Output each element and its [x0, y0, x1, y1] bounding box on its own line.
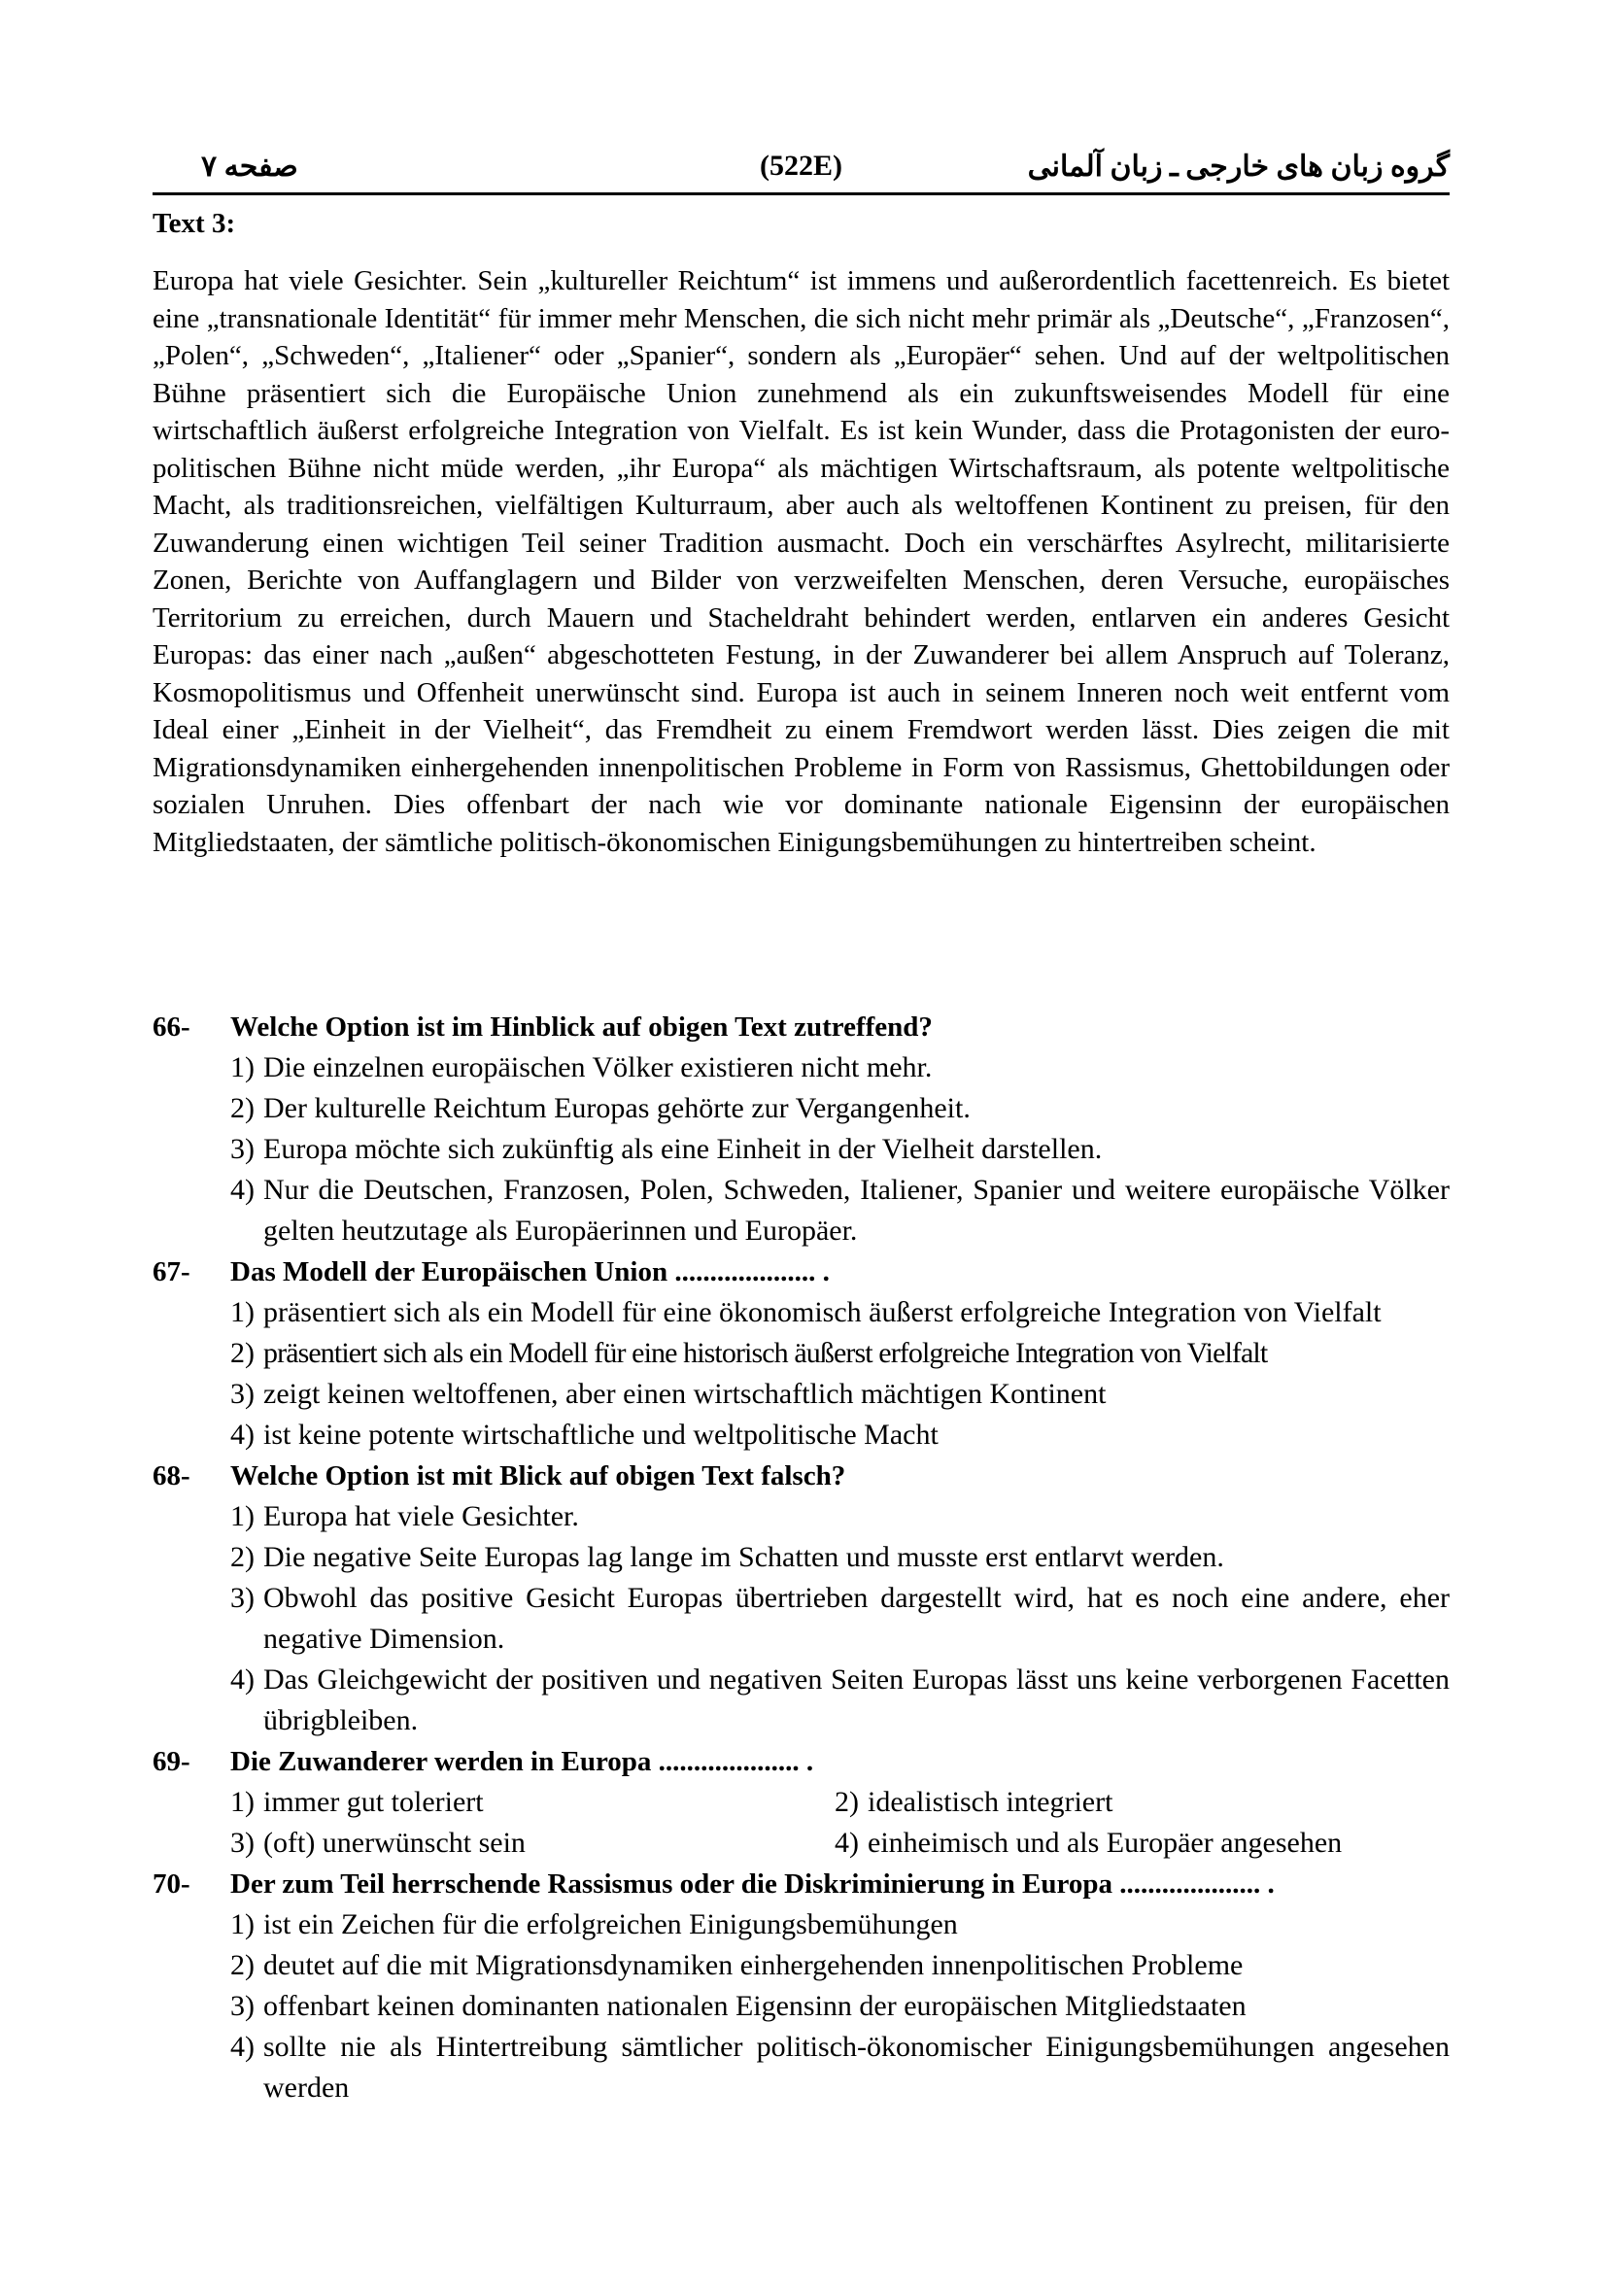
option-number: 1): [230, 1296, 255, 1328]
question-stem: Die Zuwanderer werden in Europa .................... .: [230, 1746, 814, 1777]
page-header: [153, 144, 1450, 195]
option-text: Die einzelnen europäischen Völker existieren nicht mehr.: [263, 1051, 933, 1083]
question-66: [153, 1007, 1450, 1251]
option-list: [230, 1047, 1450, 1251]
option-text: einheimisch und als Europäer angesehen: [868, 1827, 1343, 1859]
answer-option[interactable]: [230, 1170, 1450, 1251]
answer-option[interactable]: [230, 1823, 835, 1864]
question-header: [153, 1007, 1450, 1047]
option-number: 3): [230, 1582, 255, 1614]
option-text: (oft) unerwünscht sein: [263, 1827, 526, 1859]
question-stem: Der zum Teil herrschende Rassismus oder die Diskriminierung in Europa .................... .: [230, 1868, 1275, 1900]
answer-option[interactable]: [230, 1374, 1450, 1415]
option-text: ist ein Zeichen für die erfolgreichen Einigungsbemühungen: [263, 1908, 958, 1940]
option-number: 2): [230, 1337, 255, 1369]
option-number: 3): [230, 1990, 255, 2022]
question-68: [153, 1456, 1450, 1741]
option-number: 4): [230, 1663, 255, 1696]
answer-option[interactable]: [230, 1537, 1450, 1578]
question-number: 69-: [153, 1746, 190, 1777]
answer-option[interactable]: [230, 1986, 1450, 2027]
question-header: [153, 1864, 1450, 1904]
option-text: zeigt keinen weltoffenen, aber einen wirtschaftlich mächtigen Kontinent: [263, 1378, 1107, 1410]
option-text: Europa hat viele Gesichter.: [263, 1500, 579, 1532]
answer-option[interactable]: [230, 1660, 1450, 1741]
option-number: 1): [230, 1051, 255, 1083]
option-text: präsentiert sich als ein Modell für eine historisch äußerst erfolgreiche Integration von Vielfalt: [263, 1337, 1268, 1369]
option-number: 2): [230, 1541, 255, 1573]
question-stem: Welche Option ist im Hinblick auf obigen Text zutreffend?: [230, 1011, 933, 1043]
option-text: Die negative Seite Europas lag lange im Schatten und musste erst entlarvt werden.: [263, 1541, 1224, 1573]
option-text: Europa möchte sich zukünftig als eine Einheit in der Vielheit darstellen.: [263, 1133, 1103, 1165]
question-stem: Welche Option ist mit Blick auf obigen Text falsch?: [230, 1460, 846, 1491]
answer-option[interactable]: [230, 1496, 1450, 1537]
option-number: 2): [230, 1092, 255, 1124]
subject-group-label: گروه زبان های خارجی ـ زبان آلمانی: [1027, 151, 1450, 183]
question-number: 67-: [153, 1256, 190, 1287]
text-title: Text 3:: [153, 208, 236, 239]
option-text: präsentiert sich als ein Modell für eine ökonomisch äußerst erfolgreiche Integration von Vielfalt: [263, 1296, 1382, 1328]
option-text: Obwohl das positive Gesicht Europas übertrieben dargestellt wird, hat es noch eine andere, eher negative Dimension.: [263, 1582, 1450, 1655]
option-text: immer gut toleriert: [263, 1786, 484, 1818]
answer-option[interactable]: [230, 2027, 1450, 2108]
question-header: [153, 1456, 1450, 1496]
answer-option[interactable]: [835, 1823, 1450, 1864]
question-67: [153, 1251, 1450, 1456]
option-number: 4): [230, 2031, 255, 2063]
question-header: [153, 1741, 1450, 1782]
question-number: 70-: [153, 1868, 190, 1900]
option-list: [230, 1292, 1450, 1456]
option-list: [230, 1496, 1450, 1741]
answer-option[interactable]: [230, 1129, 1450, 1170]
answer-option[interactable]: [230, 1782, 835, 1823]
option-text: idealistisch integriert: [868, 1786, 1113, 1818]
option-number: 4): [230, 1174, 255, 1206]
option-number: 3): [230, 1133, 255, 1165]
option-number: 3): [230, 1378, 255, 1410]
exam-code: (522E): [760, 150, 842, 182]
answer-option[interactable]: [230, 1292, 1450, 1333]
question-stem: Das Modell der Europäischen Union .................... .: [230, 1256, 830, 1287]
answer-option[interactable]: [230, 1904, 1450, 1945]
option-text: sollte nie als Hintertreibung sämtlicher politisch-ökonomischer Einigungsbemühungen angesehen werden: [263, 2031, 1450, 2104]
answer-option[interactable]: [230, 1088, 1450, 1129]
question-69: [153, 1741, 1450, 1864]
answer-option[interactable]: [230, 1333, 1450, 1374]
option-number: 2): [835, 1786, 859, 1818]
question-list: [153, 1007, 1450, 2108]
question-header: [153, 1251, 1450, 1292]
answer-option[interactable]: [230, 1578, 1450, 1660]
option-number: 1): [230, 1786, 255, 1818]
answer-option[interactable]: [230, 1415, 1450, 1456]
answer-option[interactable]: [835, 1782, 1450, 1823]
option-number: 3): [230, 1827, 255, 1859]
option-number: 4): [835, 1827, 859, 1859]
option-list: [230, 1782, 1450, 1864]
option-number: 4): [230, 1419, 255, 1451]
option-text: Das Gleichgewicht der positiven und negativen Seiten Europas lässt uns keine verborgenen Facetten übrigbleiben.: [263, 1663, 1450, 1736]
option-list: [230, 1904, 1450, 2108]
page-number-label: صفحه ۷: [201, 151, 298, 183]
reading-passage: Europa hat viele Gesichter. Sein „kultureller Reichtum“ ist immens und außerordentlich facettenreich. Es bietet eine „transnationale Identität“ für immer mehr Menschen, die sich nicht mehr primär als „Deutsche“, „Franzosen“, „Polen“, „Schweden“, „Italiener“ oder „Spanier“, sondern als „Europäer“ sehen. Und auf der weltpolitischen Bühne präsentiert sich die Europäische Union zunehmend als ein zukunftsweisendes Modell für eine wirtschaftlich äußerst erfolgreiche Integration von Vielfalt. Es ist kein Wunder, dass die Protagonisten der euro-politischen Bühne nicht müde werden, „ihr Europa“ als mächtigen Wirtschaftsraum, als potente weltpolitische Macht, als traditionsreichen, vielfältigen Kulturraum, aber auch als weltoffenen Kontinent zu preisen, für den Zuwanderung einen wichtigen Teil seiner Tradition ausmacht. Doch ein verschärftes Asylrecht, militarisierte Zonen, Berichte von Auffanglagern und Bilder von verzweifelten Menschen, deren Versuche, europäisches Territorium zu erreichen, durch Mauern und Stacheldraht behindert werden, entlarven ein anderes Gesicht Europas: das einer nach „außen“ abgeschotteten Festung, in der Zuwanderer bei allem Anspruch auf Toleranz, Kosmopolitismus und Offenheit unerwünscht sind. Europa ist auch in seinem Inneren noch weit entfernt vom Ideal einer „Einheit in der Vielheit“, das Fremdheit zu einem Fremdwort werden lässt. Dies zeigen die mit Migrationsdynamiken einhergehenden innenpolitischen Probleme in Form von Rassismus, Ghettobildungen oder sozialen Unruhen. Dies offenbart der nach wie vor dominante nationale Eigensinn der europäischen Mitgliedstaaten, der sämtliche politisch-ökonomischen Einigungsbemühungen zu hintertreiben scheint.: [153, 265, 1450, 858]
answer-option[interactable]: [230, 1047, 1450, 1088]
option-text: deutet auf die mit Migrationsdynamiken einhergehenden innenpolitischen Probleme: [263, 1949, 1244, 1981]
option-text: Nur die Deutschen, Franzosen, Polen, Schweden, Italiener, Spanier und weitere europäische Völker gelten heutzutage als Europäerinnen und Europäer.: [263, 1174, 1450, 1247]
option-text: offenbart keinen dominanten nationalen Eigensinn der europäischen Mitgliedstaaten: [263, 1990, 1247, 2022]
question-70: [153, 1864, 1450, 2108]
option-number: 1): [230, 1500, 255, 1532]
question-number: 68-: [153, 1460, 190, 1491]
option-text: Der kulturelle Reichtum Europas gehörte zur Vergangenheit.: [263, 1092, 971, 1124]
answer-option[interactable]: [230, 1945, 1450, 1986]
option-number: 1): [230, 1908, 255, 1940]
question-number: 66-: [153, 1011, 190, 1043]
option-number: 2): [230, 1949, 255, 1981]
option-text: ist keine potente wirtschaftliche und weltpolitische Macht: [263, 1419, 939, 1451]
